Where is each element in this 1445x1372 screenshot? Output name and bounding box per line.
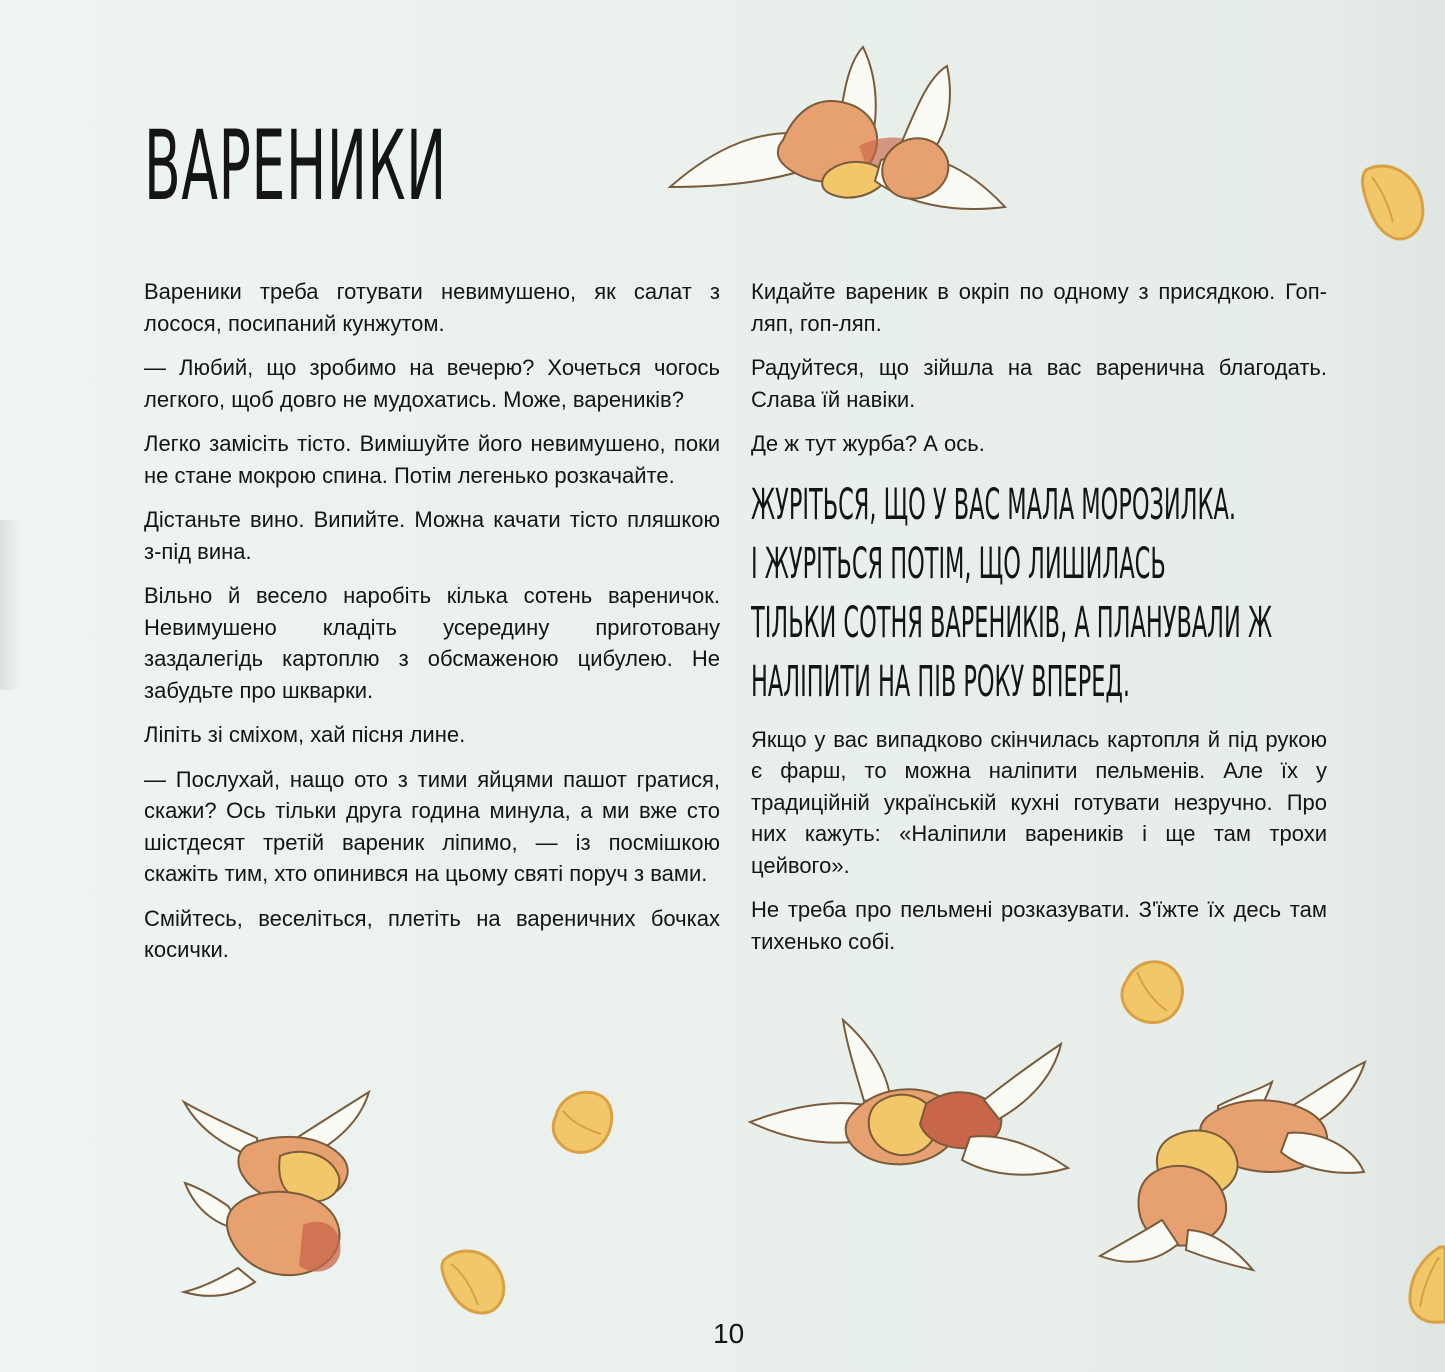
- dumpling-falling-left-2-illustration: [436, 1242, 508, 1316]
- paragraph: Дістаньте вино. Випийте. Можна качати тісто пляшкою з-під вина.: [144, 507, 720, 564]
- pull-quote-line: І ЖУРІТЬСЯ ПОТІМ, ЩО ЛИШИЛАСЬ: [751, 538, 1166, 589]
- winged-hands-dumpling-bottom-left-illustration: [182, 1086, 370, 1298]
- winged-hands-dumpling-top-illustration: [665, 42, 1010, 232]
- paragraph: Легко замісіть тісто. Вимішуйте його невимушено, поки не стане мокрою спина. Потім легенько розкачайте.: [144, 431, 720, 488]
- winged-hands-dumpling-bottom-right-illustration: [1098, 1060, 1368, 1272]
- left-text-column: [144, 276, 720, 979]
- dumpling-falling-left-1-illustration: [545, 1085, 617, 1157]
- dumpling-falling-right-illustration: [1116, 954, 1188, 1026]
- paragraph: Вільно й весело наробіть кілька сотень вареничок. Невимушено кладіть усередину приготовану заздалегідь картоплю з обсмаженою цибулею. Не забудьте про шкварки.: [144, 583, 720, 703]
- page-fold-shadow: [0, 520, 22, 690]
- pull-quote-line: ТІЛЬКИ СОТНЯ ВАРЕНИКІВ, А ПЛАНУВАЛИ Ж: [751, 597, 1273, 648]
- pull-quote: [751, 476, 1331, 712]
- paragraph: Не треба про пельмені розказувати. З'їжте їх десь там тихенько собі.: [751, 897, 1327, 954]
- paragraph: Кидайте вареник в окріп по одному з присядкою. Гоп-ляп, гоп-ляп.: [751, 279, 1327, 336]
- page-title: ВАРЕНИКИ: [144, 110, 447, 222]
- paragraph: Де ж тут журба? А ось.: [751, 431, 985, 456]
- paragraph: Ліпіть зі сміхом, хай пісня лине.: [144, 722, 466, 747]
- paragraph: — Любий, що зробимо на вечерю? Хочеться чогось легкого, щоб довго не мудохатись. Може, вареників?: [144, 355, 720, 412]
- pull-quote-line: НАЛІПИТИ НА ПІВ РОКУ ВПЕРЕД.: [751, 656, 1131, 707]
- dumpling-top-right-illustration: [1357, 160, 1429, 244]
- paragraph: Радуйтеся, що зійшла на вас варенична благодать. Слава їй навіки.: [751, 355, 1327, 412]
- paragraph: Смійтесь, веселіться, плетіть на вареничних бочках косички.: [144, 905, 720, 962]
- page-number: 10: [713, 1318, 745, 1349]
- paragraph: — Послухай, нащо ото з тими яйцями пашот гратися, скажи? Ось тільки друга година минула, а ми вже сто шістдесят третій вареник ліпимо, — із посмішкою скажіть тим, хто опинився на цьому святі поруч з вами.: [144, 766, 720, 886]
- dumpling-edge-right-illustration: [1405, 1245, 1445, 1325]
- paragraph: Якщо у вас випадково скінчилась картопля й під рукою є фарш, то можна наліпити пельменів. Але їх у традиційній українській кухні готувати незручно. Про них кажуть: «Наліпили вареників і ще там трохи цейвого».: [751, 726, 1327, 878]
- winged-hands-dumpling-bottom-middle-illustration: [748, 1018, 1070, 1188]
- paragraph: Вареники треба готувати невимушено, як салат з лосося, посипаний кунжутом.: [144, 279, 720, 336]
- right-column-continuation: [751, 724, 1327, 958]
- pull-quote-line: ЖУРІТЬСЯ, ЩО У ВАС МАЛА МОРОЗИЛКА.: [751, 479, 1236, 530]
- right-text-column: [751, 276, 1327, 970]
